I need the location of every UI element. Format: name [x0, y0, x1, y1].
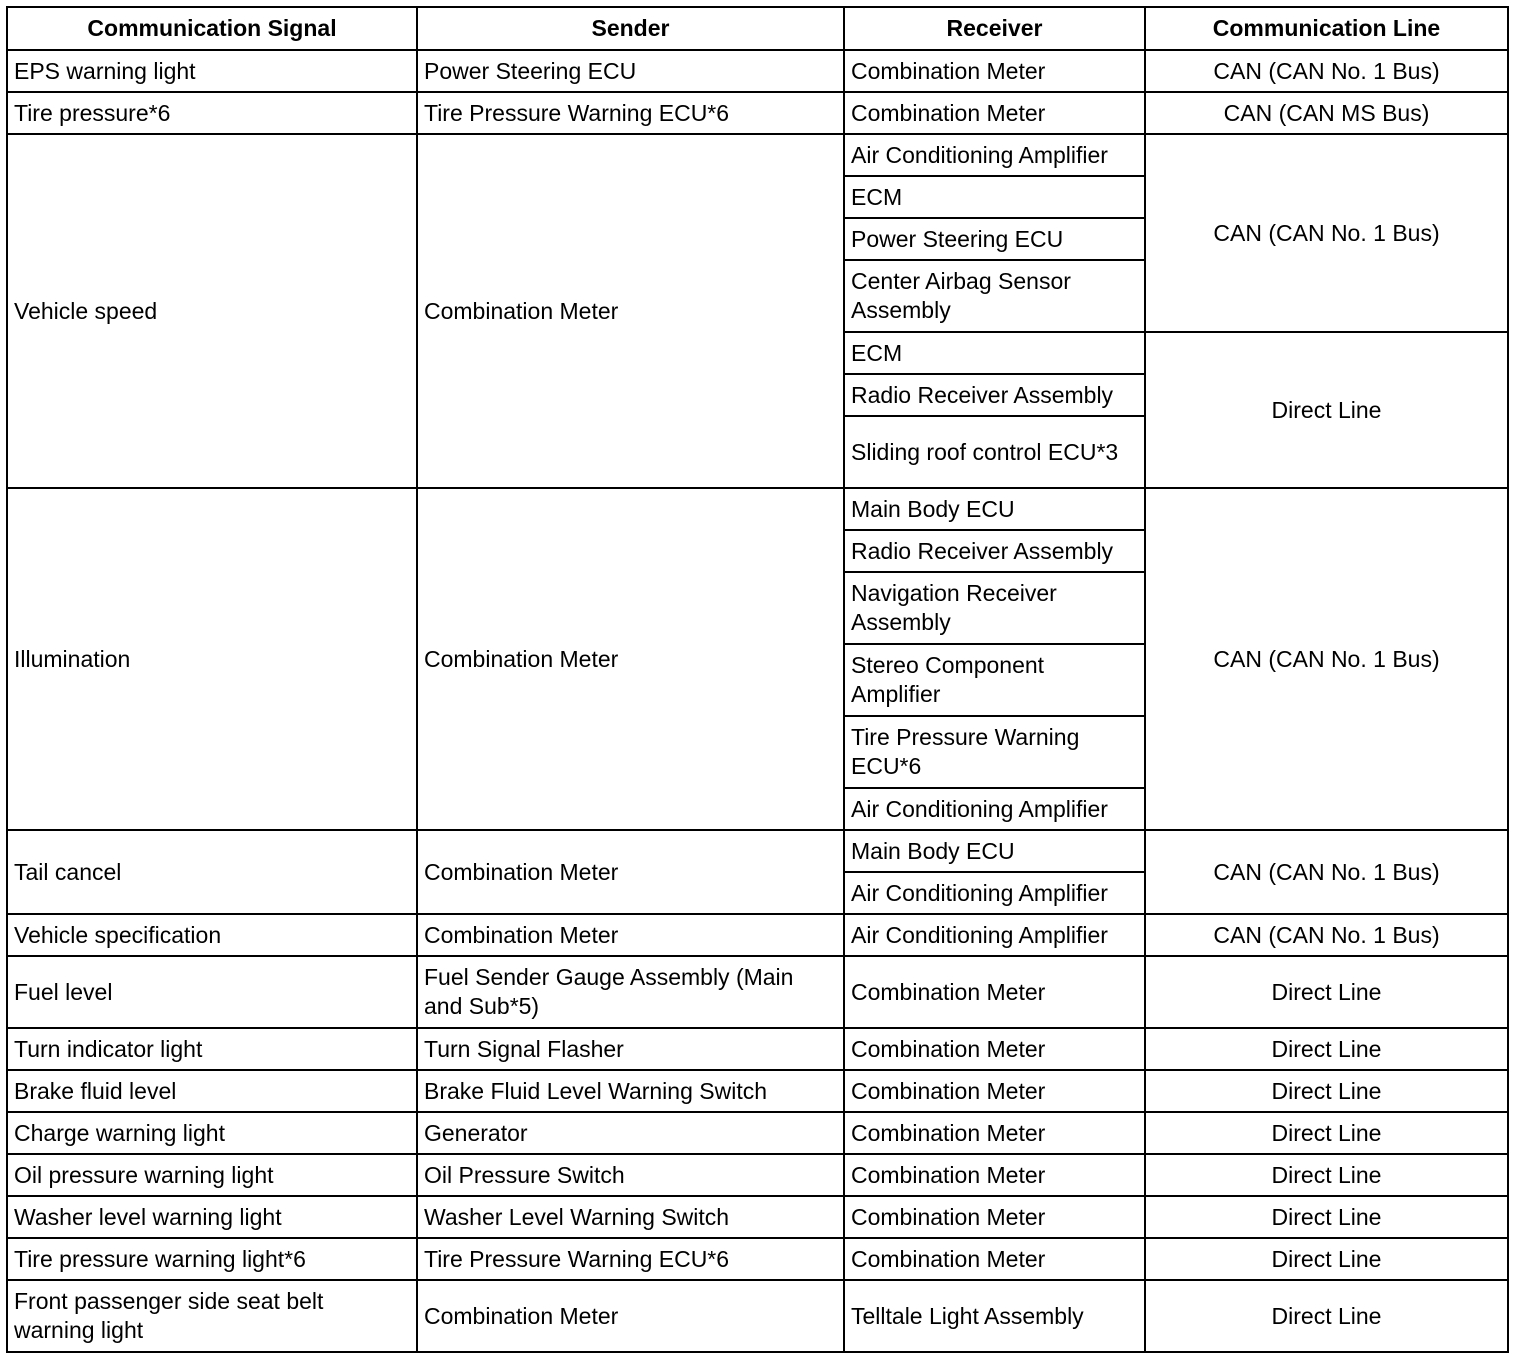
header-sender: Sender — [417, 7, 844, 50]
line-cell: CAN (CAN No. 1 Bus) — [1145, 488, 1508, 830]
signal-cell: Brake fluid level — [7, 1070, 417, 1112]
receiver-cell: ECM — [844, 176, 1145, 218]
receiver-cell: Radio Receiver Assembly — [844, 374, 1145, 416]
sender-cell: Combination Meter — [417, 914, 844, 956]
receiver-cell: Combination Meter — [844, 1028, 1145, 1070]
signal-cell: Illumination — [7, 488, 417, 830]
line-cell: Direct Line — [1145, 1196, 1508, 1238]
receiver-cell: Sliding roof control ECU*3 — [844, 416, 1145, 488]
line-cell: CAN (CAN No. 1 Bus) — [1145, 830, 1508, 914]
sender-cell: Oil Pressure Switch — [417, 1154, 844, 1196]
receiver-cell: Combination Meter — [844, 1154, 1145, 1196]
line-cell: CAN (CAN MS Bus) — [1145, 92, 1508, 134]
table-row — [7, 1070, 1508, 1112]
line-cell: Direct Line — [1145, 1070, 1508, 1112]
signal-cell: Tail cancel — [7, 830, 417, 914]
receiver-cell: Tire Pressure Warning ECU*6 — [844, 716, 1145, 788]
sender-cell: Fuel Sender Gauge Assembly (Main and Sub*5) — [417, 956, 844, 1028]
signal-cell: Front passenger side seat belt warning light — [7, 1280, 417, 1352]
receiver-cell: Air Conditioning Amplifier — [844, 872, 1145, 914]
signal-cell: Fuel level — [7, 956, 417, 1028]
table-row — [7, 92, 1508, 134]
sender-cell: Combination Meter — [417, 488, 844, 830]
sender-cell: Combination Meter — [417, 830, 844, 914]
receiver-cell: Combination Meter — [844, 1238, 1145, 1280]
line-cell: CAN (CAN No. 1 Bus) — [1145, 50, 1508, 92]
table-row — [7, 1196, 1508, 1238]
communication-table — [6, 6, 1509, 1353]
receiver-cell: Combination Meter — [844, 1196, 1145, 1238]
sender-cell: Generator — [417, 1112, 844, 1154]
signal-cell: Tire pressure*6 — [7, 92, 417, 134]
header-signal: Communication Signal — [7, 7, 417, 50]
signal-cell: Vehicle speed — [7, 134, 417, 488]
signal-cell: Oil pressure warning light — [7, 1154, 417, 1196]
table-row — [7, 1112, 1508, 1154]
receiver-cell: Power Steering ECU — [844, 218, 1145, 260]
line-cell: Direct Line — [1145, 1112, 1508, 1154]
line-cell: Direct Line — [1145, 1238, 1508, 1280]
receiver-cell: Combination Meter — [844, 1070, 1145, 1112]
receiver-cell: Combination Meter — [844, 50, 1145, 92]
table-row — [7, 914, 1508, 956]
table-row — [7, 956, 1508, 1028]
sender-cell: Tire Pressure Warning ECU*6 — [417, 92, 844, 134]
receiver-cell: ECM — [844, 332, 1145, 374]
signal-cell: Washer level warning light — [7, 1196, 417, 1238]
header-row — [7, 7, 1508, 50]
signal-cell: EPS warning light — [7, 50, 417, 92]
receiver-cell: Stereo Component Amplifier — [844, 644, 1145, 716]
signal-cell: Charge warning light — [7, 1112, 417, 1154]
receiver-cell: Combination Meter — [844, 956, 1145, 1028]
receiver-cell: Main Body ECU — [844, 488, 1145, 530]
sender-cell: Brake Fluid Level Warning Switch — [417, 1070, 844, 1112]
header-line: Communication Line — [1145, 7, 1508, 50]
table-row — [7, 488, 1508, 530]
signal-cell: Vehicle specification — [7, 914, 417, 956]
line-cell: CAN (CAN No. 1 Bus) — [1145, 134, 1508, 332]
receiver-cell: Combination Meter — [844, 92, 1145, 134]
sender-cell: Combination Meter — [417, 1280, 844, 1352]
table-row — [7, 1028, 1508, 1070]
receiver-cell: Air Conditioning Amplifier — [844, 914, 1145, 956]
receiver-cell: Radio Receiver Assembly — [844, 530, 1145, 572]
sender-cell: Combination Meter — [417, 134, 844, 488]
table-row — [7, 830, 1508, 872]
sender-cell: Turn Signal Flasher — [417, 1028, 844, 1070]
line-cell: Direct Line — [1145, 956, 1508, 1028]
line-cell: Direct Line — [1145, 1028, 1508, 1070]
sender-cell: Washer Level Warning Switch — [417, 1196, 844, 1238]
table-row — [7, 1238, 1508, 1280]
receiver-cell: Combination Meter — [844, 1112, 1145, 1154]
receiver-cell: Main Body ECU — [844, 830, 1145, 872]
header-receiver: Receiver — [844, 7, 1145, 50]
table-row — [7, 134, 1508, 176]
line-cell: Direct Line — [1145, 332, 1508, 488]
table-row — [7, 1280, 1508, 1352]
line-cell: Direct Line — [1145, 1154, 1508, 1196]
table-row — [7, 50, 1508, 92]
receiver-cell: Telltale Light Assembly — [844, 1280, 1145, 1352]
receiver-cell: Navigation Receiver Assembly — [844, 572, 1145, 644]
line-cell: Direct Line — [1145, 1280, 1508, 1352]
signal-cell: Turn indicator light — [7, 1028, 417, 1070]
table-row — [7, 1154, 1508, 1196]
receiver-cell: Air Conditioning Amplifier — [844, 788, 1145, 830]
sender-cell: Power Steering ECU — [417, 50, 844, 92]
receiver-cell: Air Conditioning Amplifier — [844, 134, 1145, 176]
signal-cell: Tire pressure warning light*6 — [7, 1238, 417, 1280]
sender-cell: Tire Pressure Warning ECU*6 — [417, 1238, 844, 1280]
line-cell: CAN (CAN No. 1 Bus) — [1145, 914, 1508, 956]
receiver-cell: Center Airbag Sensor Assembly — [844, 260, 1145, 332]
